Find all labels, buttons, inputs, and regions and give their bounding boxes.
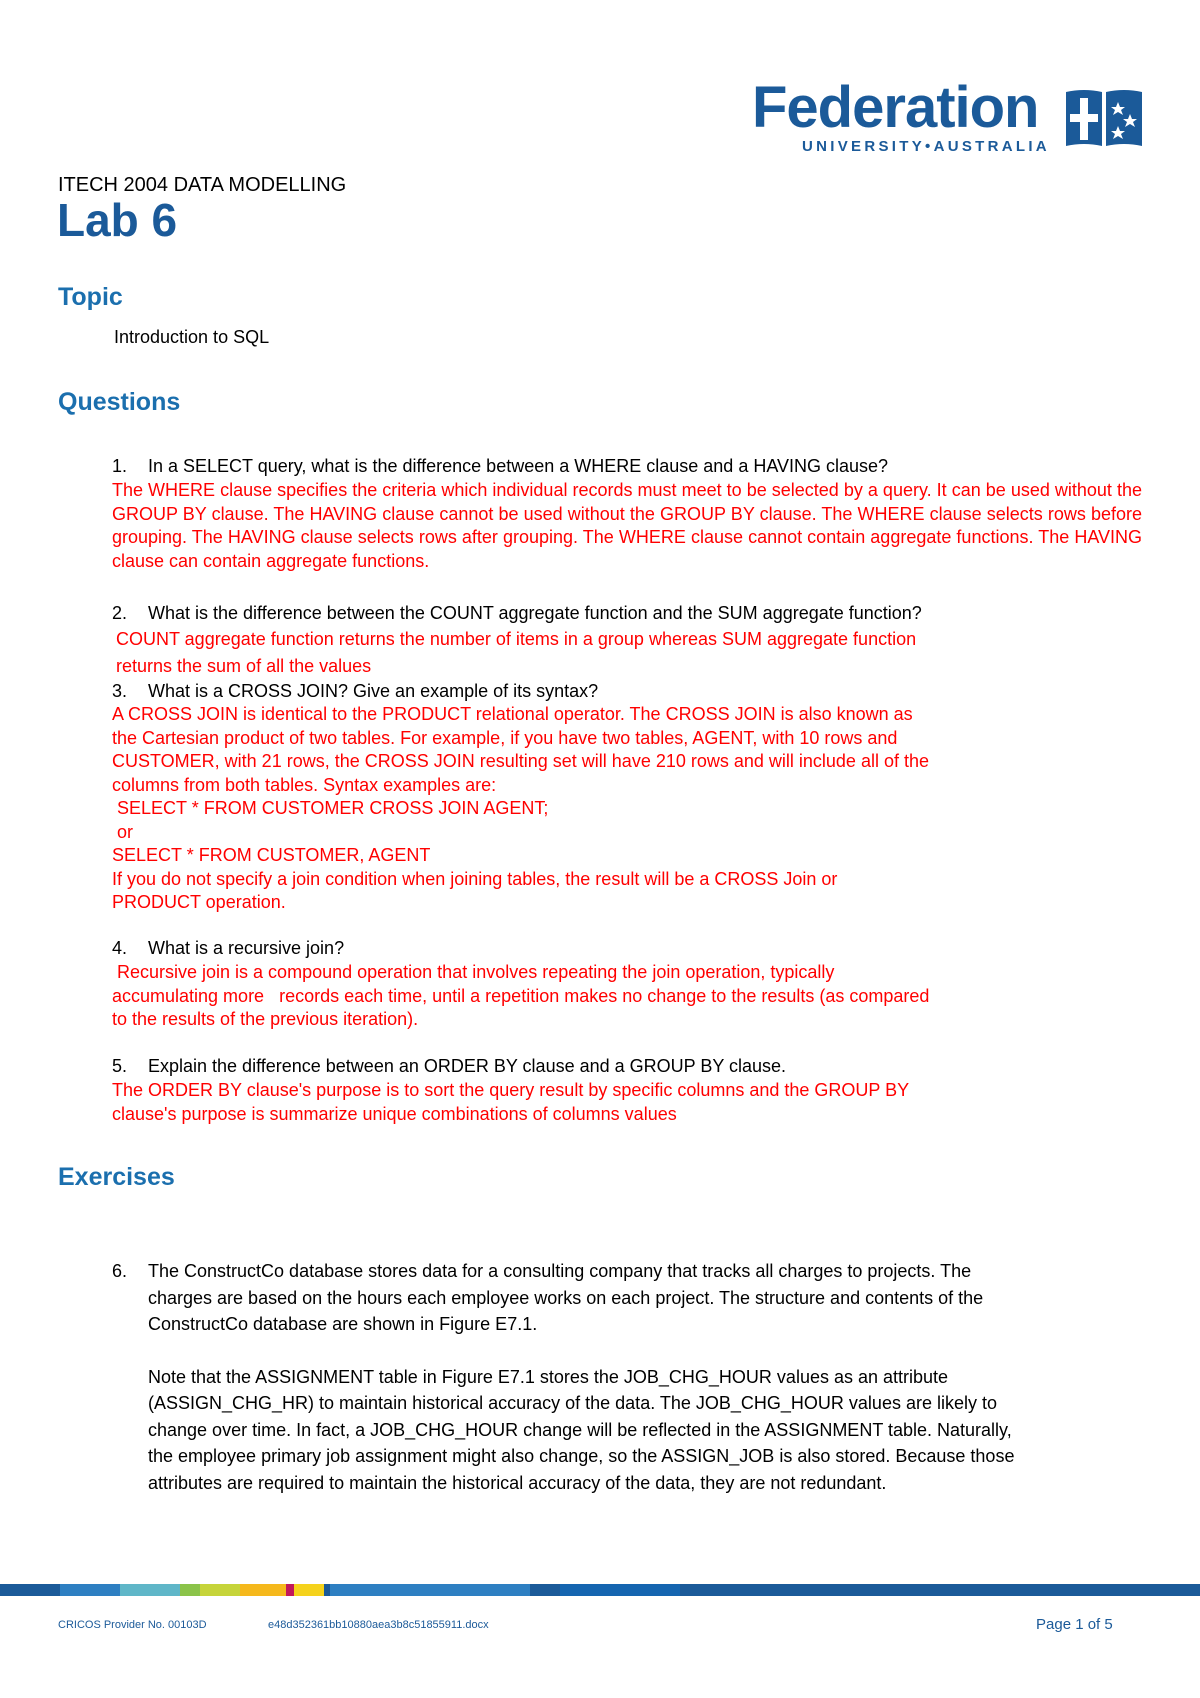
question-number: 3.	[112, 681, 128, 701]
question-1	[112, 455, 888, 478]
answer-line: accumulating more records each time, until a repetition makes no change to the results (as compared	[112, 985, 930, 1006]
footer-page-number: Page 1 of 5	[1036, 1616, 1113, 1633]
question-number: 5.	[112, 1056, 128, 1076]
question-number: 1.	[112, 456, 128, 476]
answer-line: columns from both tables. Syntax examples are:	[112, 774, 497, 795]
answer-line: the Cartesian product of two tables. For example, if you have two tables, AGENT, with 10 rows and	[112, 727, 898, 748]
question-4	[112, 937, 344, 960]
questions-heading: Questions	[58, 388, 181, 416]
logo-subtitle: UNIVERSITY•AUSTRALIA	[802, 138, 1050, 155]
question-text: What is a CROSS JOIN? Give an example of its syntax?	[148, 681, 599, 701]
question-text: Explain the difference between an ORDER BY clause and a GROUP BY clause.	[148, 1056, 787, 1076]
federation-logo	[752, 75, 1144, 160]
answer-line: The ORDER BY clause's purpose is to sort the query result by specific columns and the GROUP BY	[112, 1080, 910, 1100]
topic-heading: Topic	[58, 283, 123, 311]
exercise-paragraph: Note that the ASSIGNMENT table in Figure E7.1 stores the JOB_CHG_HOUR values as an attribute (ASSIGN_CHG_HR) to maintain historical accuracy of the data. The JOB_CHG_HOUR values are likely to change over time. In fact, a JOB_CHG_HOUR change will be reflected in the ASSIGNMENT table. Naturally, the employee primary job assignment might also change, so the ASSIGN_JOB is also stored. Because those attributes are required to maintain the historical accuracy of the data, they are not redundant.	[148, 1366, 1015, 1493]
answer-line: or	[112, 821, 134, 842]
footer-cricos: CRICOS Provider No. 00103D	[58, 1619, 207, 1631]
answer-line: COUNT aggregate function returns the number of items in a group whereas SUM aggregate function	[116, 629, 917, 649]
answer-text: The WHERE clause specifies the criteria which individual records must meet to be selected by a query. It can be used without the GROUP BY clause. The HAVING clause cannot be used without the GROUP BY clause. The WHERE clause selects rows before grouping. The HAVING clause selects rows after grouping. The WHERE clause cannot contain aggregate functions. The HAVING clause can contain aggregate functions.	[112, 480, 1142, 571]
exercise-number: 6.	[112, 1261, 128, 1281]
answer-line: SELECT * FROM CUSTOMER CROSS JOIN AGENT;	[112, 798, 549, 818]
question-3	[112, 680, 598, 703]
answer-4	[112, 961, 1142, 1032]
question-text: What is the difference between the COUNT aggregate function and the SUM aggregate function?	[148, 603, 922, 623]
lab-title: Lab 6	[57, 194, 178, 246]
exercise-6	[112, 1258, 1032, 1496]
footer-color-bar	[0, 1584, 1200, 1596]
answer-line: CUSTOMER, with 21 rows, the CROSS JOIN resulting set will have 210 rows and will include all of the	[112, 751, 929, 771]
answer-5	[112, 1079, 1142, 1126]
question-text: In a SELECT query, what is the difference between a WHERE clause and a HAVING clause?	[148, 456, 889, 476]
answer-2	[112, 626, 1142, 680]
footer-filename: e48d352361bb10880aea3b8c51855911.docx	[268, 1619, 489, 1631]
answer-line: A CROSS JOIN is identical to the PRODUCT relational operator. The CROSS JOIN is also known as	[112, 704, 913, 724]
course-title: ITECH 2004 DATA MODELLING	[58, 174, 347, 196]
flag-icon	[1064, 88, 1144, 150]
answer-line: SELECT * FROM CUSTOMER, AGENT	[112, 845, 431, 865]
topic-text: Introduction to SQL	[114, 327, 270, 347]
answer-line: to the results of the previous iteration).	[112, 1009, 419, 1029]
question-5	[112, 1055, 786, 1078]
answer-line: Recursive join is a compound operation that involves repeating the join operation, typically	[112, 962, 835, 982]
exercise-paragraph: The ConstructCo database stores data for a consulting company that tracks all charges to projects. The charges are based on the hours each employee works on each project. The structure and contents of the ConstructCo database are shown in Figure E7.1.	[148, 1261, 984, 1334]
answer-line: If you do not specify a join condition when joining tables, the result will be a CROSS Join or	[112, 868, 838, 889]
answer-line: returns the sum of all the values	[116, 656, 372, 676]
exercises-heading: Exercises	[58, 1163, 175, 1191]
logo-wordmark: Federation	[752, 75, 1039, 140]
answer-3	[112, 703, 1142, 915]
answer-line: clause's purpose is summarize unique combinations of columns values	[112, 1103, 677, 1124]
answer-line: PRODUCT operation.	[112, 892, 286, 912]
question-2	[112, 602, 922, 625]
question-number: 2.	[112, 603, 128, 623]
question-text: What is a recursive join?	[148, 938, 345, 958]
answer-1	[112, 479, 1142, 573]
question-number: 4.	[112, 938, 128, 958]
